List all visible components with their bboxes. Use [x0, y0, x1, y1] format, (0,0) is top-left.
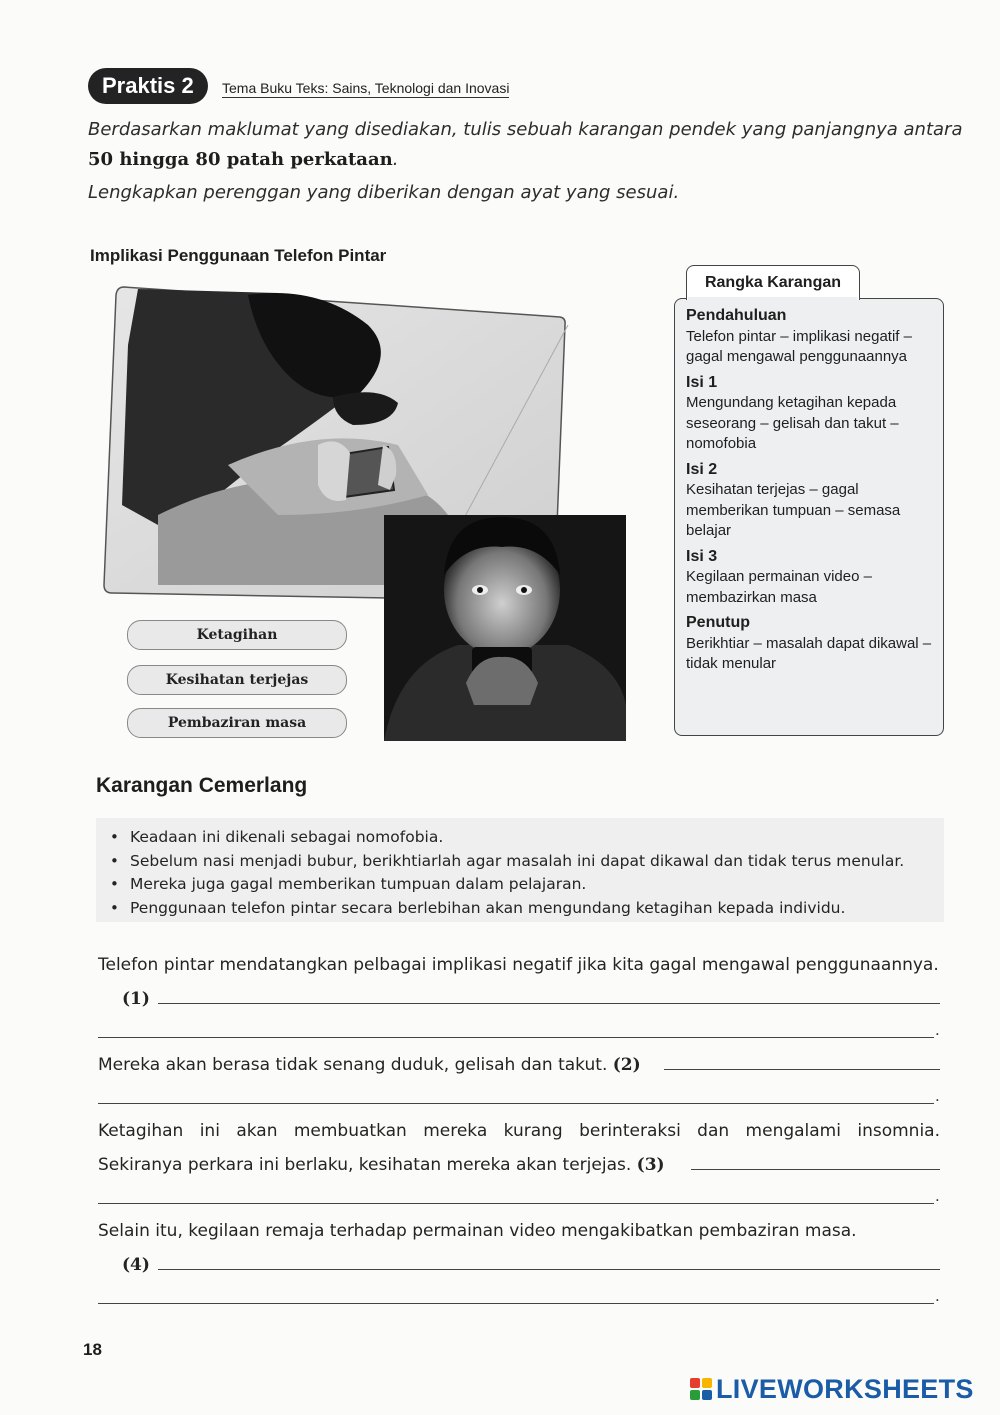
answer-line-3b[interactable]: [98, 1203, 934, 1204]
page-number: 18: [83, 1340, 102, 1359]
outline-heading-isi-1: Isi 1: [686, 373, 718, 391]
blank-number-3: (3): [636, 1155, 665, 1175]
period: .: [935, 1086, 940, 1105]
outline-heading-pendahuluan: Pendahuluan: [686, 307, 787, 324]
photo-boy-face-lit: [384, 515, 626, 741]
paragraph-4: Selain itu, kegilaan remaja terhadap permainan video mengakibatkan pembaziran masa.: [98, 1221, 857, 1241]
paragraph-3-cont: [98, 1148, 665, 1182]
paragraph-1: Telefon pintar mendatangkan pelbagai implikasi negatif jika kita gagal mengawal penggunaannya.: [98, 955, 939, 975]
sentence-bank: [110, 826, 940, 920]
label-pembaziran-masa: Pembaziran masa: [127, 708, 347, 738]
outline-text-isi-2: Kesihatan terjejas – gagal memberikan tumpuan – semasa belajar: [686, 481, 901, 539]
paragraph-2-text: Mereka akan berasa tidak senang duduk, gelisah dan takut.: [98, 1055, 608, 1075]
logo-square-icon: [702, 1378, 712, 1388]
topic-title: Implikasi Penggunaan Telefon Pintar: [90, 246, 387, 265]
outline-text-penutup: Berikhtiar – masalah dapat dikawal – tidak menular: [686, 634, 932, 672]
instruction-period: .: [392, 149, 399, 170]
answer-line-1b[interactable]: [98, 1037, 934, 1038]
outline-heading-isi-2: Isi 2: [686, 460, 718, 478]
instruction-line-2: Lengkapkan perenggan yang diberikan dengan ayat yang sesuai.: [88, 182, 680, 203]
logo-square-icon: [702, 1390, 712, 1400]
instruction-line-1: [88, 115, 968, 175]
practice-badge: Praktis 2: [88, 68, 208, 104]
blank-number-2: (2): [612, 1055, 641, 1075]
outline-content: [686, 306, 940, 675]
answer-line-2b[interactable]: [98, 1103, 934, 1104]
answer-line-2a[interactable]: [664, 1069, 940, 1070]
logo-text: LIVEWORKSHEETS: [716, 1374, 974, 1404]
sentence-option: • Sebelum nasi menjadi bubur, berikhtiarlah agar masalah ini dapat dikawal dan tidak terus menular.: [110, 850, 940, 874]
logo-square-icon: [690, 1378, 700, 1388]
blank-number-1: (1): [122, 989, 150, 1009]
instruction-text: Berdasarkan maklumat yang disediakan, tulis sebuah karangan pendek yang panjangnya antara: [88, 119, 963, 140]
period: .: [935, 1186, 940, 1205]
outline-text-isi-1: Mengundang ketagihan kepada seseorang – gelisah dan takut – nomofobia: [686, 394, 899, 452]
outline-tab-join: [688, 297, 857, 300]
sentence-option: • Mereka juga gagal memberikan tumpuan dalam pelajaran.: [110, 873, 940, 897]
outline-text-pendahuluan: Telefon pintar – implikasi negatif – gagal mengawal penggunaannya: [686, 327, 912, 365]
outline-text-isi-3: Kegilaan permainan video – membazirkan masa: [686, 568, 872, 606]
outline-heading-penutup: Penutup: [686, 614, 750, 631]
instruction-word-count: 50 hingga 80 patah perkataan: [88, 149, 393, 170]
answer-line-4a[interactable]: [158, 1269, 940, 1270]
paragraph-3: Ketagihan ini akan membuatkan mereka kurang berinteraksi dan mengalami insomnia.: [98, 1121, 940, 1141]
period: .: [935, 1020, 940, 1039]
textbook-theme: Tema Buku Teks: Sains, Teknologi dan Inovasi: [222, 80, 510, 96]
outline-heading-isi-3: Isi 3: [686, 547, 718, 565]
essay-heading: Karangan Cemerlang: [96, 774, 308, 797]
label-ketagihan: Ketagihan: [127, 620, 347, 650]
paragraph-3b-text: Sekiranya perkara ini berlaku, kesihatan mereka akan terjejas.: [98, 1155, 632, 1175]
answer-line-4b[interactable]: [98, 1303, 934, 1304]
sentence-option: • Keadaan ini dikenali sebagai nomofobia.: [110, 826, 940, 850]
answer-line-1a[interactable]: [158, 1003, 940, 1004]
answer-line-3a[interactable]: [691, 1169, 940, 1170]
logo-square-icon: [690, 1390, 700, 1400]
label-kesihatan-terjejas: Kesihatan terjejas: [127, 665, 347, 695]
sentence-option: • Penggunaan telefon pintar secara berlebihan akan mengundang ketagihan kepada individu.: [110, 897, 940, 921]
paragraph-2: [98, 1048, 641, 1082]
outline-title: Rangka Karangan: [686, 265, 860, 300]
blank-number-4: (4): [122, 1255, 150, 1275]
period: .: [935, 1286, 940, 1305]
